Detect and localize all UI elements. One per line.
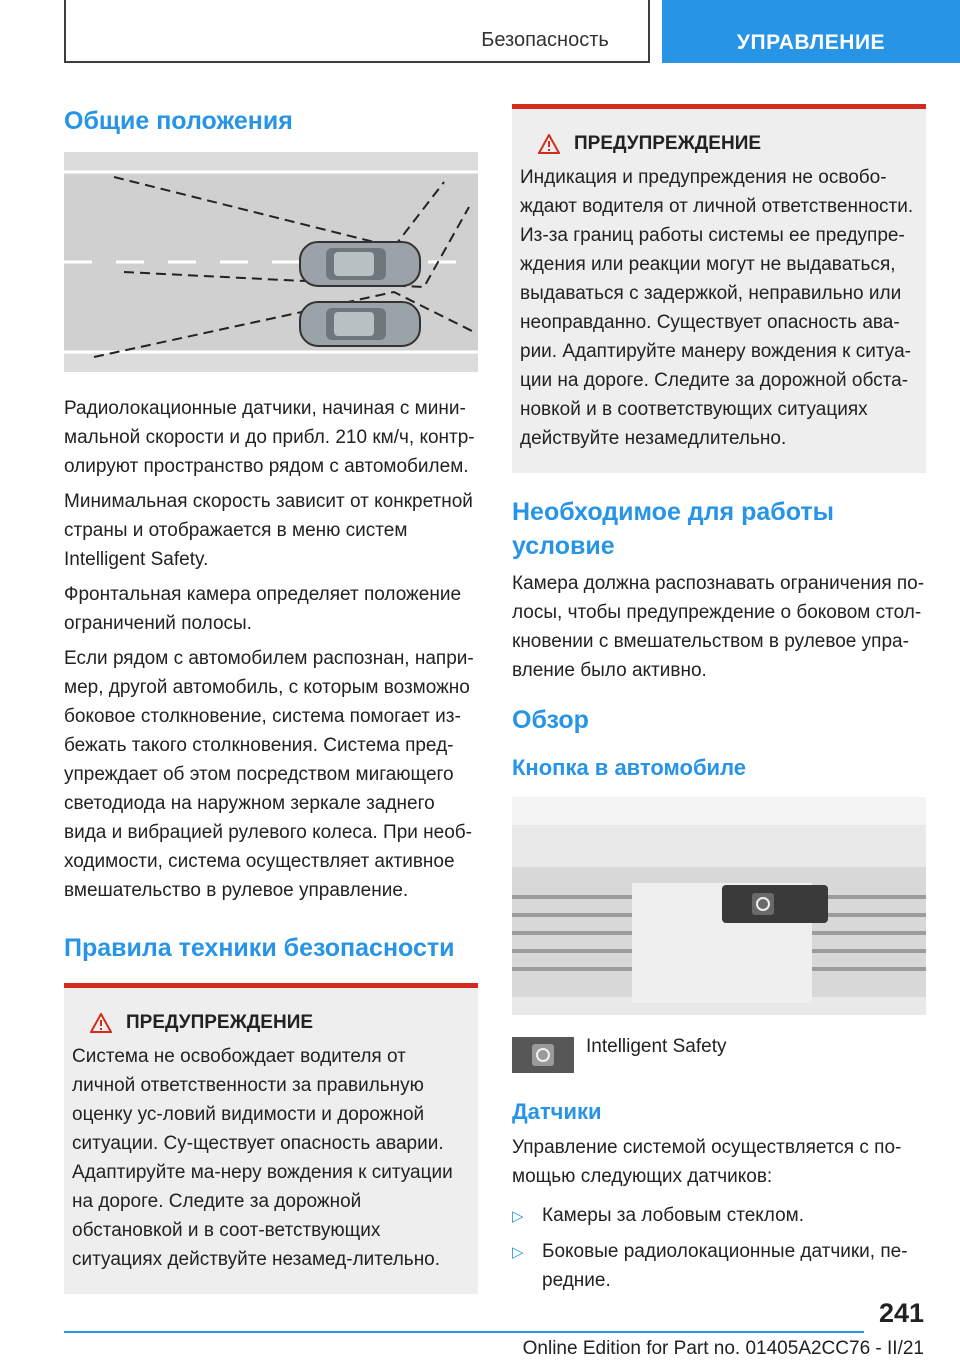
paragraph: Если рядом с автомобилем распознан, напри‐мер, другой автомобиль, с которым возможно боковое столкновение, система помогает из‐бежать такого столкновения. Система пред‐упреждает об этом посредством мигающего светодиода на наружном зеркале заднего вида и вибрацией рулевого колеса. При необ‐ходимости, система осуществляет активное вмешательство в рулевое управление.	[64, 648, 474, 901]
condition-text: Камера должна распознавать ограничения по‐лосы, чтобы предупреждение о боковом стол‐кновении с вмешательством в рулевое упра‐вление было активно.	[512, 573, 925, 681]
intelligent-safety-icon	[512, 1037, 574, 1073]
car-top	[300, 242, 420, 286]
warning-triangle-icon	[90, 1013, 112, 1033]
heading-condition: Необходимое для работы условие	[512, 498, 834, 560]
page-number: 241	[878, 1298, 924, 1328]
heading-general: Общие положения	[64, 107, 293, 135]
left-column	[64, 104, 478, 1294]
paragraph: Минимальная скорость зависит от конкретной страны и отображается в меню систем Intelligent Safety.	[64, 491, 473, 570]
heading-button-in-car: Кнопка в автомобиле	[512, 755, 746, 780]
button-legend	[512, 1037, 926, 1073]
heading-overview: Обзор	[512, 706, 589, 734]
paragraph: Фронтальная камера определяет положение ограничений полосы.	[64, 584, 462, 634]
list-item: ▷ Боковые радиолокационные датчики, пе‐редние.	[512, 1237, 926, 1295]
intelligent-safety-button	[722, 885, 828, 923]
heading-safety-rules: Правила техники безопасности	[64, 934, 455, 962]
heading-sensors: Датчики	[512, 1099, 602, 1124]
sensors-text: Управление системой осуществляется с по‐мощью следующих датчиков:	[512, 1137, 902, 1187]
radar-zones-illustration	[64, 152, 478, 372]
warning-text: Индикация и предупреждения не освобо‐ждают водителя от личной ответственности. Из-за границ работы системы ее предупре‐ждения или реакции могут не выдаваться, выдаваться с задержкой, неправильно или неоправданно. Существует опасность ава‐рии. Адаптируйте манеру вождения к ситуа‐ции на дороге. Следите за дорожной обста‐новкой и в соответствующих ситуациях действуйте незамедлительно.	[520, 167, 914, 449]
list-item: ▷ Камеры за лобовым стеклом.	[512, 1201, 926, 1231]
bullet-triangle-icon: ▷	[512, 1208, 524, 1225]
header-section-title: Безопасность	[481, 29, 609, 51]
footer-divider	[64, 1331, 864, 1333]
warning-title: ПРЕДУПРЕЖДЕНИЕ	[574, 133, 762, 154]
bullet-triangle-icon: ▷	[512, 1244, 524, 1261]
car-bottom	[300, 302, 420, 346]
warning-title: ПРЕДУПРЕЖДЕНИЕ	[126, 1012, 314, 1033]
right-column	[512, 104, 926, 1301]
warning-box-right	[512, 104, 926, 473]
dashboard-button-photo	[512, 797, 926, 1015]
edition-note: Online Edition for Part no. 01405A2CC76 - II/21	[522, 1338, 924, 1359]
button-label: Intelligent Safety	[586, 1036, 727, 1057]
warning-text: Система не освобождает водителя от личной ответственности за правильную оценку ус‐ловий видимости и дорожной ситуации. Су‐ществует опасность аварии. Адаптируйте ма‐неру вождения к ситуации на дороге. Следите за дорожной обстановкой и в соот‐ветствующих ситуациях действуйте незамед‐лительно.	[72, 1046, 453, 1270]
header-chapter-tab[interactable]: УПРАВЛЕНИЕ	[662, 0, 960, 63]
warning-triangle-icon	[538, 134, 560, 154]
paragraph: Радиолокационные датчики, начиная с мини‐мальной скорости и до прибл. 210 км/ч, контр‐олируют пространство рядом с автомобилем.	[64, 398, 475, 477]
warning-box-left	[64, 983, 478, 1294]
